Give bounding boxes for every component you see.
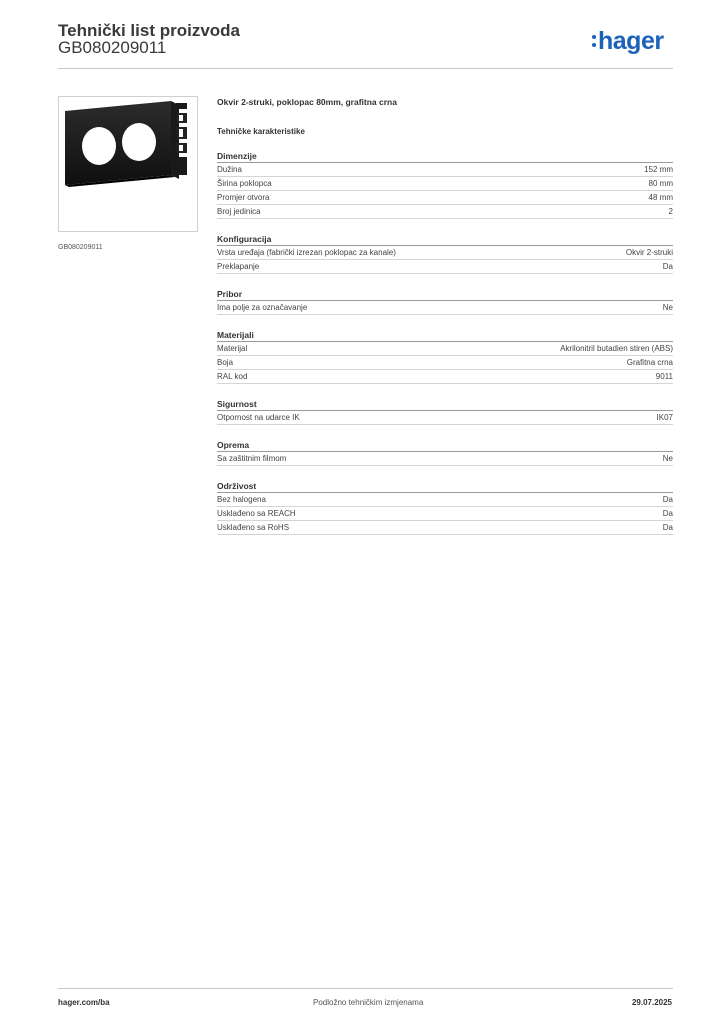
product-image <box>58 96 198 232</box>
section-title: Konfiguracija <box>217 233 673 246</box>
product-frame-illustration <box>59 97 197 231</box>
spec-value: Okvir 2-struki <box>625 248 673 257</box>
spec-value: Da <box>662 523 673 532</box>
section-title: Oprema <box>217 439 673 452</box>
footer-divider <box>58 988 673 989</box>
spec-row <box>217 342 673 356</box>
spec-label: Sa zaštitnim filmom <box>217 454 287 463</box>
spec-row <box>217 370 673 384</box>
product-code: GB080209011 <box>58 38 167 57</box>
spec-row <box>217 356 673 370</box>
section-title: Održivost <box>217 480 673 493</box>
spec-row <box>217 191 673 205</box>
spec-value: 2 <box>668 207 673 216</box>
spec-row <box>217 205 673 219</box>
spec-value: Da <box>662 262 673 271</box>
header-divider <box>58 68 673 69</box>
spec-row <box>217 163 673 177</box>
section-equipment <box>217 439 673 466</box>
spec-row <box>217 246 673 260</box>
footer-website-link[interactable]: hager.com/ba <box>58 998 110 1007</box>
spec-label: Materijal <box>217 344 248 353</box>
spec-label: Broj jedinica <box>217 207 261 216</box>
section-safety <box>217 398 673 425</box>
section-title: Materijali <box>217 329 673 342</box>
spec-value: 48 mm <box>648 193 673 202</box>
section-configuration <box>217 233 673 274</box>
spec-value: 9011 <box>655 372 673 381</box>
spec-label: Usklađeno sa RoHS <box>217 523 290 532</box>
spec-row <box>217 411 673 425</box>
footer-notice: Podložno tehničkim izmjenama <box>313 998 424 1007</box>
image-caption: GB080209011 <box>58 244 103 251</box>
spec-value: Da <box>662 495 673 504</box>
spec-label: Vrsta uređaja (fabrički izrezan poklopac za kanale) <box>217 248 396 257</box>
spec-label: Širina poklopca <box>217 179 272 188</box>
section-materials <box>217 329 673 384</box>
tech-characteristics-heading: Tehničke karakteristike <box>217 127 305 136</box>
spec-value: Akrilonitril butadien stiren (ABS) <box>560 344 673 353</box>
spec-row <box>217 493 673 507</box>
spec-value: 80 mm <box>648 179 673 188</box>
spec-label: RAL kod <box>217 372 248 381</box>
spec-row <box>217 452 673 466</box>
spec-value: IK07 <box>656 413 673 422</box>
spec-label: Ima polje za označavanje <box>217 303 308 312</box>
spec-label: Preklapanje <box>217 262 260 271</box>
spec-value: Da <box>662 509 673 518</box>
spec-value: Grafitna crna <box>626 358 673 367</box>
spec-value: Ne <box>662 303 673 312</box>
spec-label: Boja <box>217 358 234 367</box>
spec-row <box>217 260 673 274</box>
section-title: Dimenzije <box>217 150 673 163</box>
section-title: Pribor <box>217 288 673 301</box>
spec-value: Ne <box>662 454 673 463</box>
spec-row <box>217 301 673 315</box>
spec-label: Bez halogena <box>217 495 266 504</box>
section-sustainability <box>217 480 673 535</box>
spec-row <box>217 507 673 521</box>
section-dimensions <box>217 150 673 219</box>
section-title: Sigurnost <box>217 398 673 411</box>
spec-row <box>217 177 673 191</box>
spec-label: Usklađeno sa REACH <box>217 509 296 518</box>
spec-label: Dužina <box>217 165 242 174</box>
document-title: Tehnički list proizvoda <box>58 21 240 40</box>
section-accessories <box>217 288 673 315</box>
spec-label: Otpornost na udarce IK <box>217 413 300 422</box>
product-name: Okvir 2-struki, poklopac 80mm, grafitna crna <box>217 97 397 107</box>
footer-date: 29.07.2025 <box>631 998 672 1007</box>
technical-content <box>217 96 673 549</box>
hager-logo <box>592 27 664 56</box>
spec-label: Promjer otvora <box>217 193 270 202</box>
spec-row <box>217 521 673 535</box>
logo-text: hager <box>598 27 664 55</box>
logo-colon-icon <box>592 31 597 51</box>
spec-value: 152 mm <box>644 165 673 174</box>
